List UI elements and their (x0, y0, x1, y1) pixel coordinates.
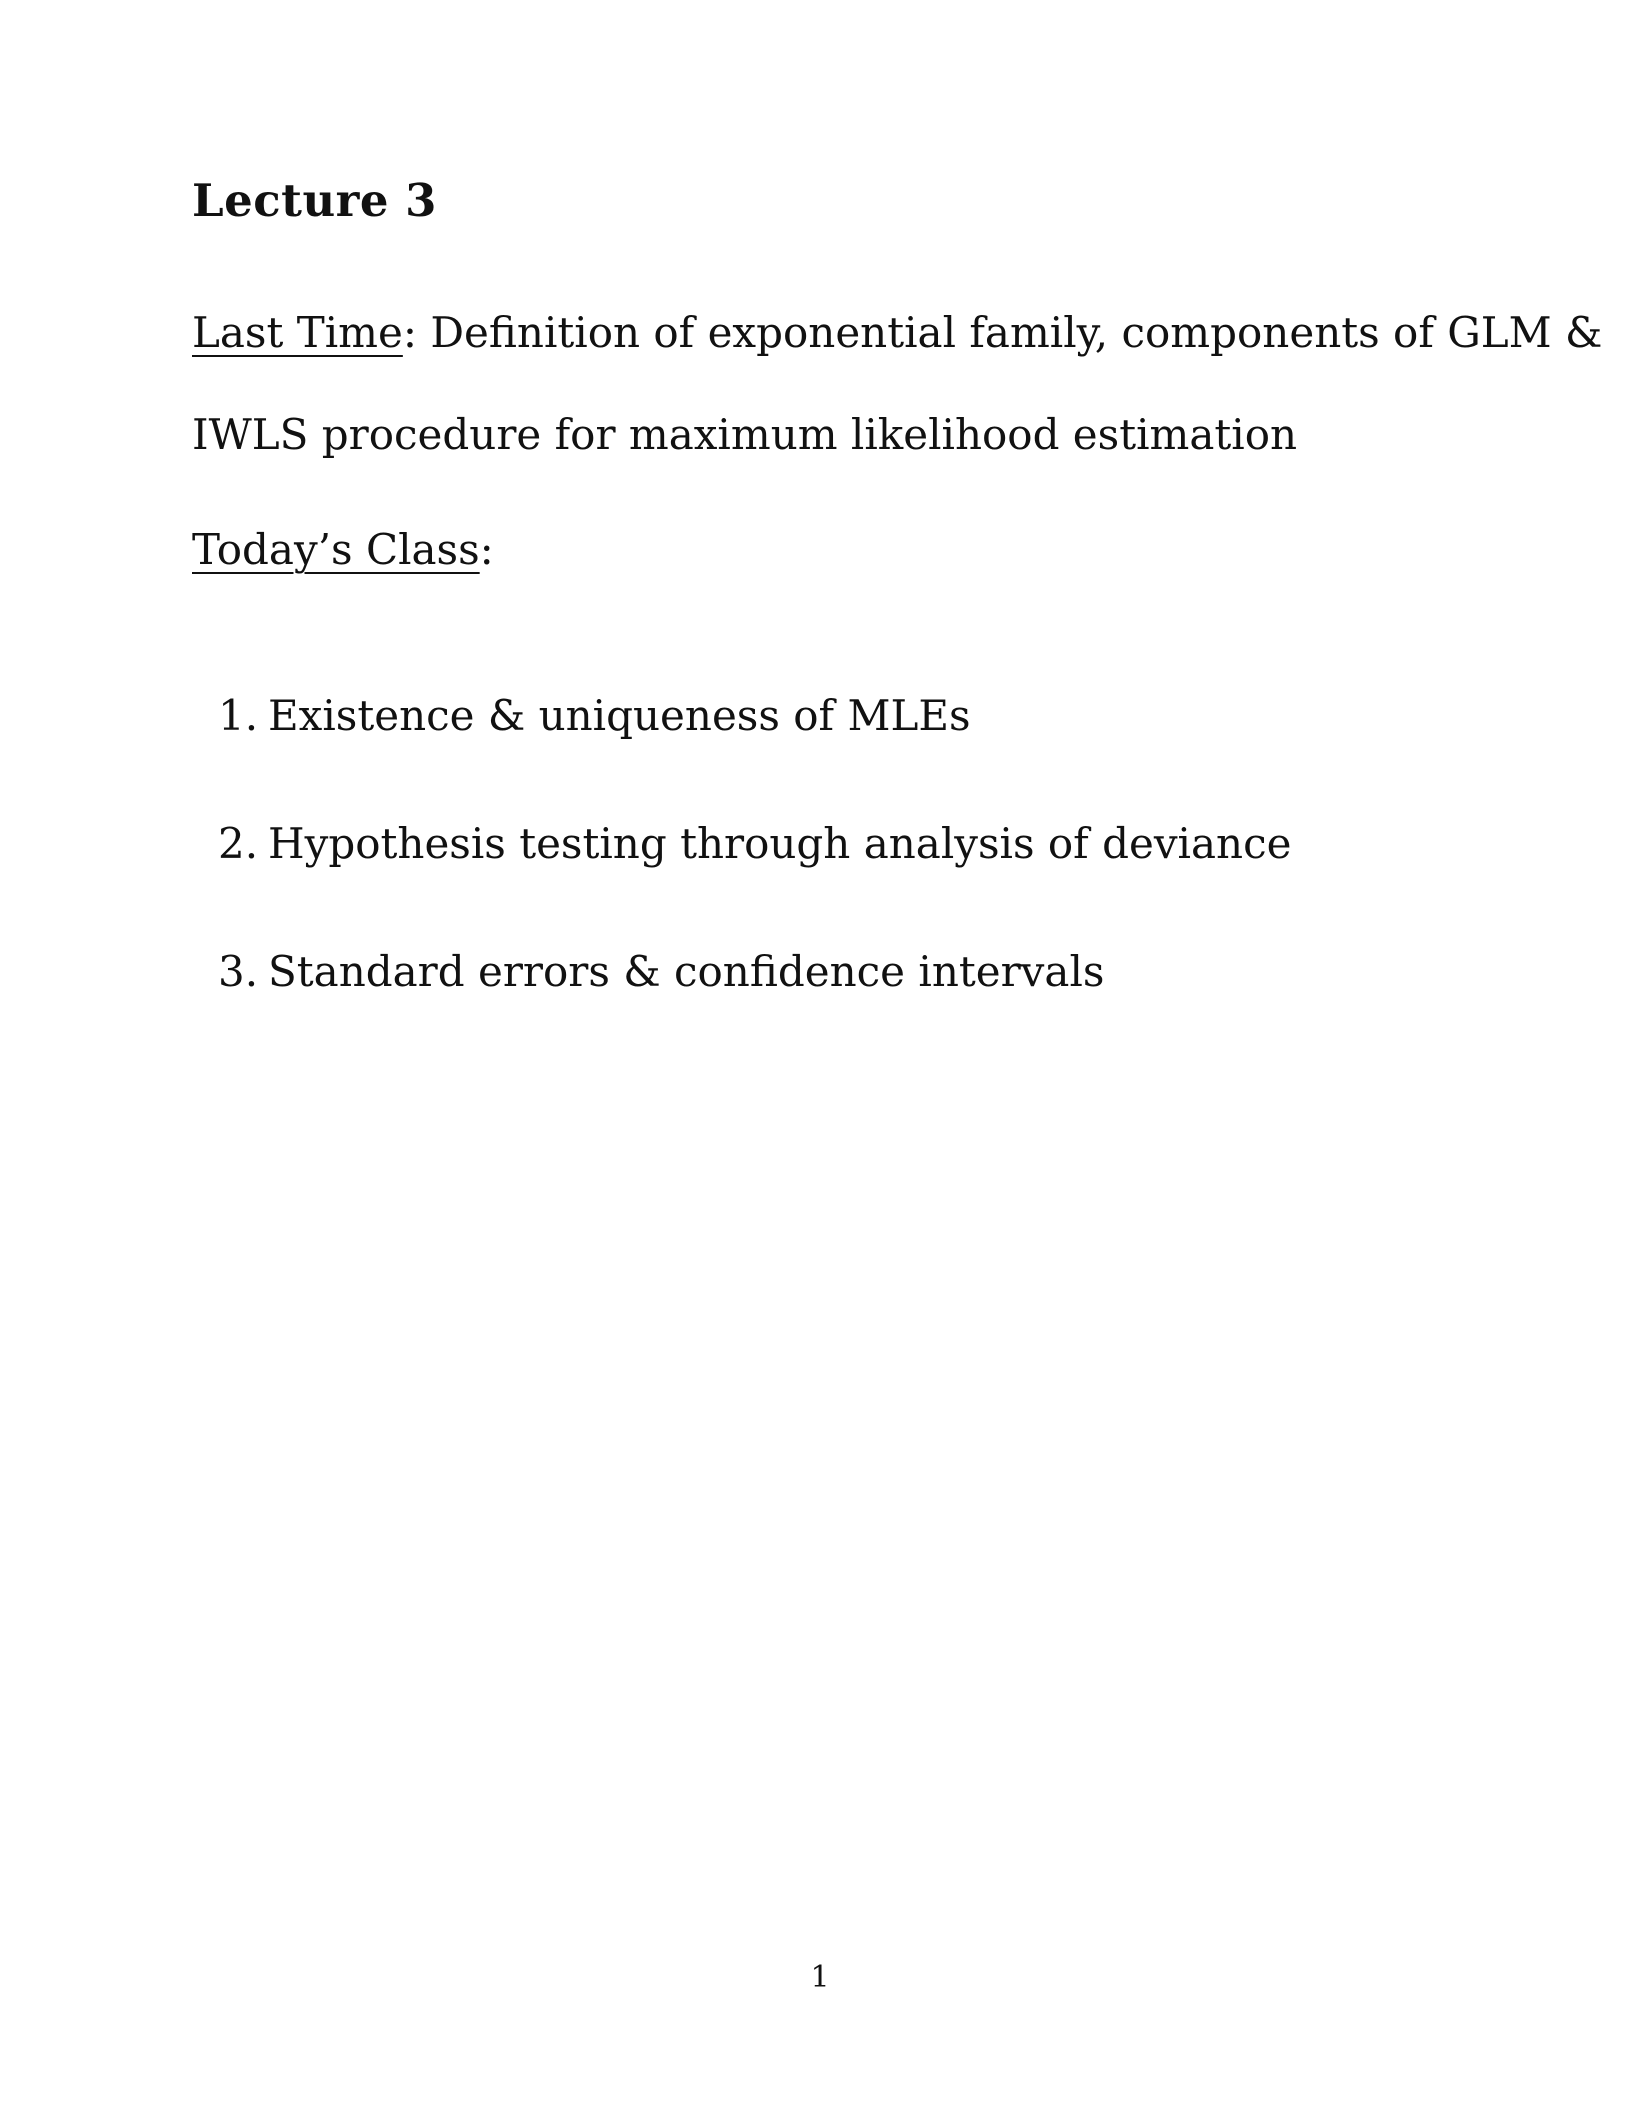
list-item-text: Hypothesis testing through analysis of deviance (268, 819, 1292, 868)
last-time-label: Last Time (192, 308, 403, 357)
todays-class-colon: : (479, 525, 494, 574)
todays-class-heading (192, 525, 494, 575)
last-time-colon: : (402, 308, 417, 357)
last-time-text-1: Definition of exponential family, components of GLM & (430, 308, 1603, 357)
lecture-title: Lecture 3 (192, 174, 437, 227)
list-item (218, 688, 1291, 816)
list-item-text: Standard errors & confidence intervals (268, 947, 1105, 996)
list-item-number: 1. (218, 691, 259, 740)
list-item-number: 3. (218, 947, 259, 996)
agenda-list (218, 688, 1291, 1072)
last-time-line-1 (192, 282, 1603, 384)
page-number: 1 (810, 1960, 830, 1995)
last-time-paragraph (192, 282, 1603, 486)
list-item-text: Existence & uniqueness of MLEs (268, 691, 971, 740)
last-time-line-2: IWLS procedure for maximum likelihood estimation (192, 410, 1298, 459)
todays-class-label: Today’s Class (192, 525, 480, 574)
list-item (218, 944, 1291, 1072)
list-item-number: 2. (218, 819, 259, 868)
list-item (218, 816, 1291, 944)
